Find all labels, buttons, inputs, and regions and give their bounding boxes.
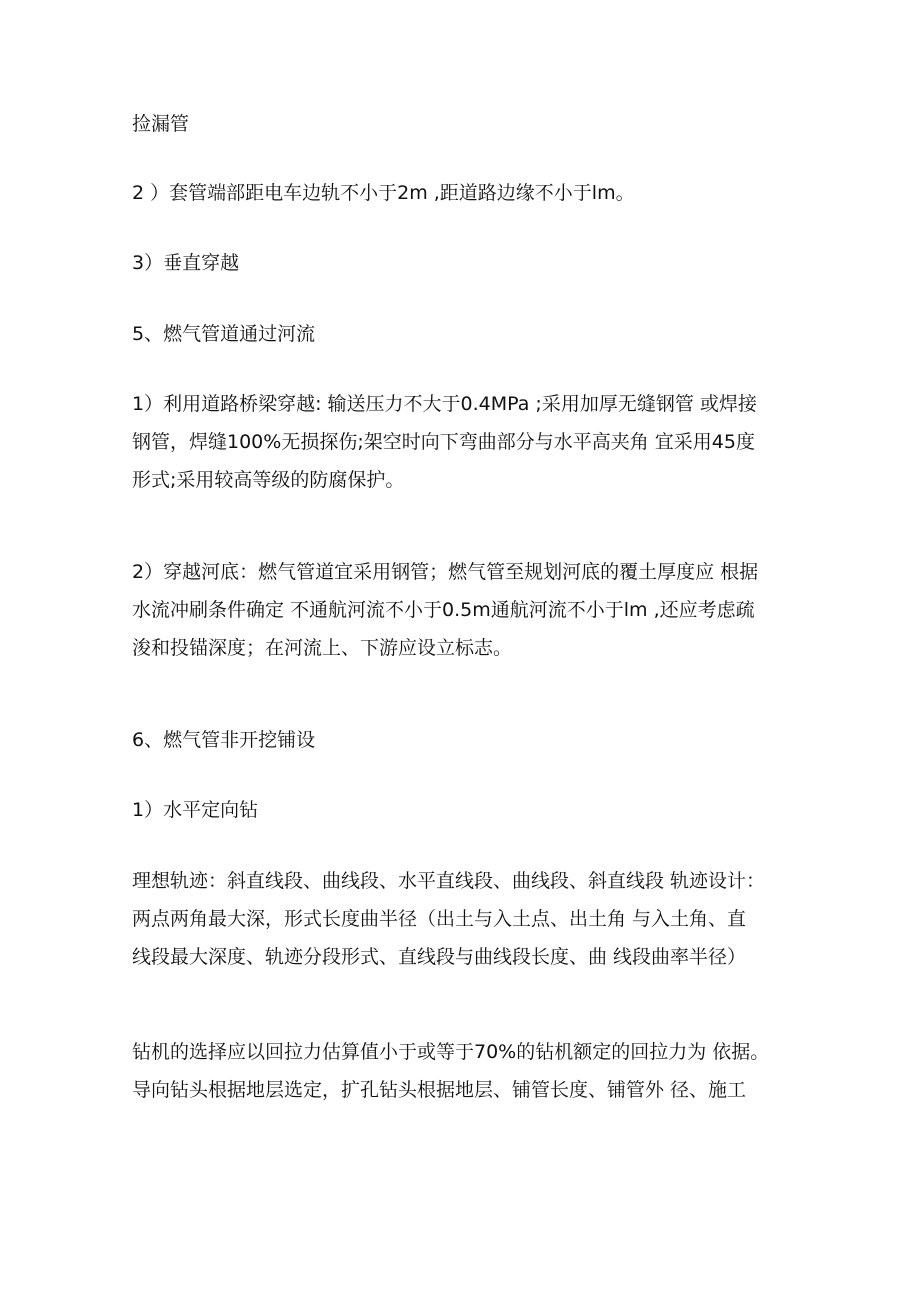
paragraph-vertical-crossing (132, 244, 812, 282)
paragraph-ideal-trajectory (132, 862, 812, 976)
text-line: 线段最大深度、轨迹分段形式、直线段与曲线段长度、曲 线段曲率半径） (132, 946, 747, 968)
paragraph-bridge-crossing (132, 385, 812, 499)
text-line: 3）垂直穿越 (132, 252, 240, 274)
section-heading-river (132, 315, 812, 353)
paragraph-pickup-pipe (132, 105, 812, 143)
text-line: 1）水平定向钻 (132, 799, 259, 821)
paragraph-casing-distance (132, 174, 812, 212)
text-line: 浚和投锚深度；在河流上、下游应设立标志。 (132, 637, 513, 659)
text-line: 6、燃气管非开挖铺设 (132, 729, 316, 751)
text-line: 导向钻头根据地层选定，扩孔钻头根据地层、铺管长度、铺管外 径、施工 (132, 1079, 747, 1101)
text-line: 捡漏管 (132, 113, 190, 135)
section-heading-trenchless (132, 721, 812, 759)
paragraph-drill-selection (132, 1033, 812, 1109)
text-line: 钻机的选择应以回拉力估算值小于或等于70%的钻机额定的回拉力为 依据。 (132, 1041, 770, 1063)
text-line: 2 ）套管端部距电车边轨不小于2m ,距道路边缘不小于lm。 (132, 182, 635, 204)
text-line: 形式;采用较高等级的防腐保护。 (132, 469, 405, 491)
text-line: 水流冲刷条件确定 不通航河流不小于0.5m通航河流不小于lm ,还应考虑疏 (132, 599, 755, 621)
text-line: 2）穿越河底：燃气管道宜采用钢管；燃气管至规划河底的覆土厚度应 根据 (132, 561, 759, 583)
text-line: 两点两角最大深，形式长度曲半径（出土与入土点、出土角 与入土角、直 (132, 908, 747, 930)
paragraph-directional-drilling (132, 791, 812, 829)
text-line: 1）利用道路桥梁穿越: 输送压力不大于0.4MPa ;采用加厚无缝钢管 或焊接 (132, 393, 757, 415)
text-line: 钢管，焊缝100%无损探伤;架空时向下弯曲部分与水平高夹角 宜采用45度 (132, 431, 755, 453)
text-line: 理想轨迹：斜直线段、曲线段、水平直线段、曲线段、斜直线段 轨迹设计： (132, 870, 766, 892)
text-line: 5、燃气管道通过河流 (132, 323, 316, 345)
paragraph-riverbed-crossing (132, 553, 812, 667)
